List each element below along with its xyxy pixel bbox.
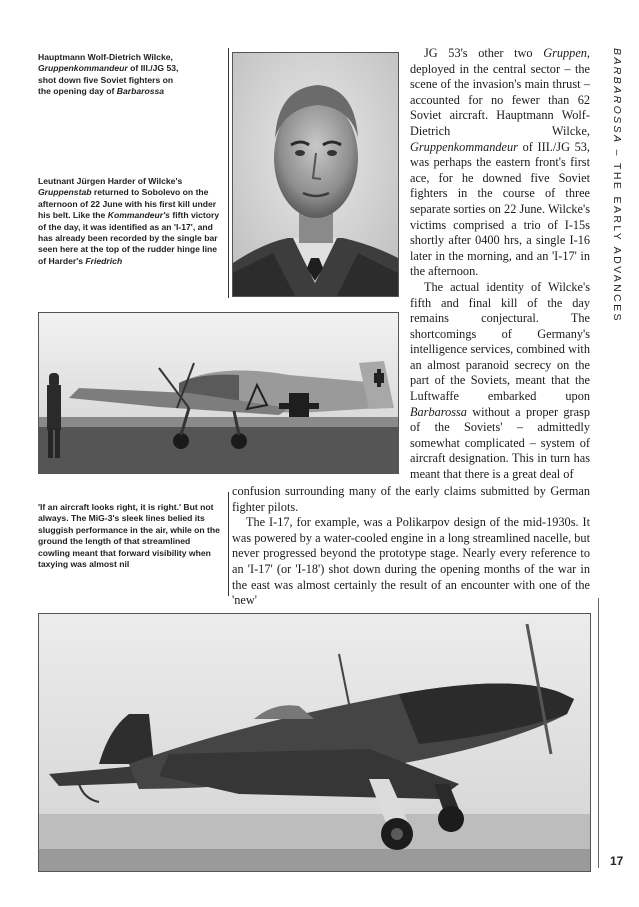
caption-text: returned to Sobolevo on the afternoon of 22 June with his first kill under his belt. Like the	[38, 187, 217, 221]
caption-text: 'If an aircraft looks right, it is right.' But not always. The MiG-3's sleek lines belied its sluggish performance in the air, while on the ground the length of that streamlined cowling meant that forward visibility when taxying was almost nil	[38, 502, 220, 570]
body-text: , deployed in the central sector – the scene of the invasion's main thrust – accounted for no fewer than 62 Soviet aircraft. Hauptmann Wolf-Dietrich Wilcke,	[410, 46, 590, 138]
caption-italic: Kommandeur's	[107, 210, 170, 221]
body-text: without a proper grasp of the Soviets' – admittedly somewhat complicated – system of aircraft designation. This in turn has meant that there is a great deal of	[410, 404, 590, 482]
caption-italic: Gruppenstab	[38, 187, 92, 198]
body-italic: Barbarossa	[410, 404, 467, 419]
body-column-right	[410, 46, 590, 483]
body-paragraph: confusion surrounding many of the early claims submitted by German fighter pilots.	[232, 484, 590, 514]
body-paragraph	[410, 280, 590, 483]
body-column-wide	[232, 484, 590, 609]
body-text: of III./JG 53, was perhaps the eastern front's first ace, for he downed five Soviet fighters in the course of three separate sorties on 22 June. Wilcke's victims comprised a trio of I-15s shortly after 0400 hrs, a single I-16 later in the morning, and an 'I-17' in the afternoon.	[410, 139, 590, 279]
caption-text: Leutnant Jürgen Harder of Wilcke's	[38, 176, 183, 186]
running-head-rest: – THE EARLY ADVANCES	[611, 144, 623, 323]
caption-text: of III./JG 53,	[127, 63, 179, 74]
page-edge-rule	[598, 598, 599, 868]
mig3-illustration	[39, 614, 590, 871]
body-text: JG 53's other two	[424, 46, 544, 60]
mig3-caption	[38, 502, 224, 570]
caption-italic: Gruppenkommandeur	[38, 63, 128, 74]
caption-text: the opening day of	[38, 86, 117, 97]
bf109-illustration	[39, 313, 398, 473]
bf109-photo	[38, 312, 399, 474]
caption-line: shot down five Soviet fighters on	[38, 74, 174, 85]
column-rule	[228, 492, 229, 596]
running-head-italic: BARBAROSSA	[611, 48, 623, 145]
bf109-caption	[38, 176, 224, 267]
mig3-photo	[38, 613, 591, 872]
body-paragraph: The I-17, for example, was a Polikarpov design of the mid-1930s. It was powered by a water-cooled engine in a long streamlined nacelle, but never progressed beyond the prototype stage. Nearly every reference to an 'I-17' (or 'I-18') shot down during the opening months of the war in the east was almost certainly the result of an encounter with one of the 'new'	[232, 515, 590, 608]
caption-text: fifth victory of the day, it was identified as an 'I-17', and has already been recorded by the single bar seen here at the top of the rudder hinge line of Harder's	[38, 210, 220, 266]
portrait-illustration	[233, 53, 398, 296]
running-head-text	[611, 48, 623, 323]
running-head	[604, 48, 626, 648]
body-paragraph	[410, 46, 590, 280]
caption-italic: Barbarossa	[116, 86, 165, 97]
wilcke-portrait-photo	[232, 52, 399, 297]
body-italic: Gruppen	[543, 46, 587, 60]
page-number: 17	[610, 854, 624, 868]
caption-italic: Friedrich	[85, 255, 123, 266]
body-italic: Gruppenkommandeur	[410, 139, 518, 154]
body-text: The actual identity of Wilcke's fifth and final kill of the day remains conjectural. The shortcomings of Germany's intelligence services, combined with an almost paranoid secrecy on the part of the Soviets, meant that the Luftwaffe embarked upon	[410, 279, 590, 404]
portrait-caption	[38, 52, 224, 98]
caption-line: Hauptmann Wolf-Dietrich Wilcke,	[38, 52, 173, 62]
column-rule	[228, 48, 229, 298]
